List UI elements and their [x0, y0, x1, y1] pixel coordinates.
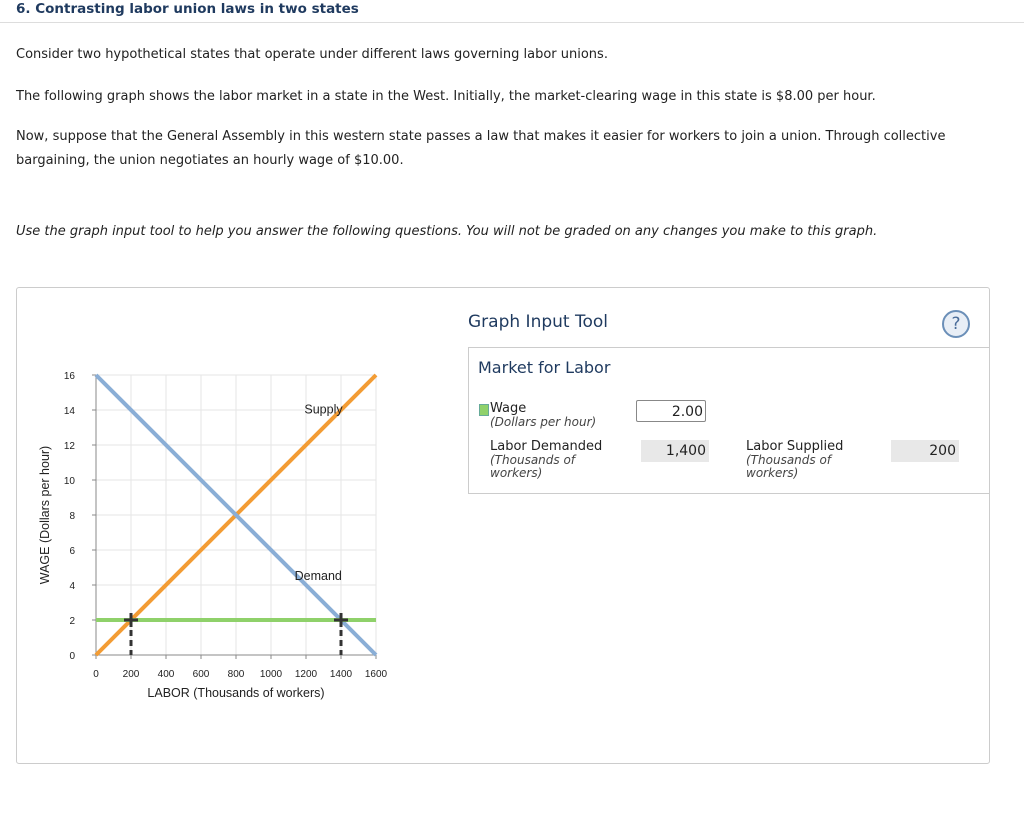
labor-market-chart[interactable] — [0, 0, 470, 720]
y-tick-label: 16 — [63, 371, 75, 382]
x-tick-label: 1600 — [364, 669, 388, 680]
y-tick-label: 12 — [63, 441, 75, 452]
labor-supplied-unit: (Thousands of workers) — [746, 453, 832, 480]
wage-unit: (Dollars per hour) — [490, 415, 597, 429]
y-tick-label: 4 — [69, 581, 75, 592]
y-tick-label: 10 — [63, 476, 75, 487]
x-axis-label: LABOR (Thousands of workers) — [147, 686, 325, 700]
labor-demanded-unit: (Thousands of workers) — [490, 453, 576, 480]
y-axis-label: WAGE (Dollars per hour) — [38, 445, 52, 585]
x-tick-label: 200 — [122, 669, 140, 680]
paragraph-union: Now, suppose that the General Assembly in this western state passes a law that makes it easier for workers to join a union. Through collective bargaining, the union negotiates an hourly wage of $10.00. — [16, 129, 946, 168]
y-tick-label: 14 — [63, 406, 75, 417]
x-tick-label: 600 — [192, 669, 210, 680]
labor-supplied-label: Labor Supplied — [746, 439, 844, 454]
instructions: Use the graph input tool to help you answer the following questions. You will not be graded on any changes you make to this graph. — [16, 224, 878, 239]
help-icon[interactable]: ? — [942, 310, 970, 338]
x-tick-label: 1000 — [259, 669, 283, 680]
question-title: 6. Contrasting labor union laws in two states — [16, 1, 359, 17]
y-tick-label: 0 — [69, 651, 75, 662]
x-tick-label: 400 — [157, 669, 175, 680]
demand-label: Demand — [294, 568, 342, 583]
wage-input[interactable]: 2.00 — [636, 400, 706, 422]
market-title: Market for Labor — [478, 358, 611, 377]
y-tick-label: 6 — [69, 546, 75, 557]
y-tick-label: 2 — [69, 616, 75, 627]
x-tick-label: 800 — [227, 669, 245, 680]
x-tick-label: 0 — [93, 669, 99, 680]
supply-label: Supply — [304, 402, 343, 417]
x-tick-label: 1200 — [294, 669, 318, 680]
graph-input-tool-title: Graph Input Tool — [468, 312, 608, 332]
labor-demanded-value: 1,400 — [641, 440, 709, 462]
x-tick-label: 1400 — [329, 669, 353, 680]
paragraph-west: The following graph shows the labor market in a state in the West. Initially, the market-clearing wage in this state is $8.00 per hour. — [16, 89, 876, 104]
wage-label: Wage — [490, 401, 527, 416]
paragraph-intro: Consider two hypothetical states that operate under different laws governing labor unions. — [16, 47, 608, 62]
labor-supplied-value: 200 — [891, 440, 959, 462]
labor-demanded-label: Labor Demanded — [490, 439, 603, 454]
y-tick-label: 8 — [69, 511, 75, 522]
wage-color-swatch — [479, 404, 489, 416]
